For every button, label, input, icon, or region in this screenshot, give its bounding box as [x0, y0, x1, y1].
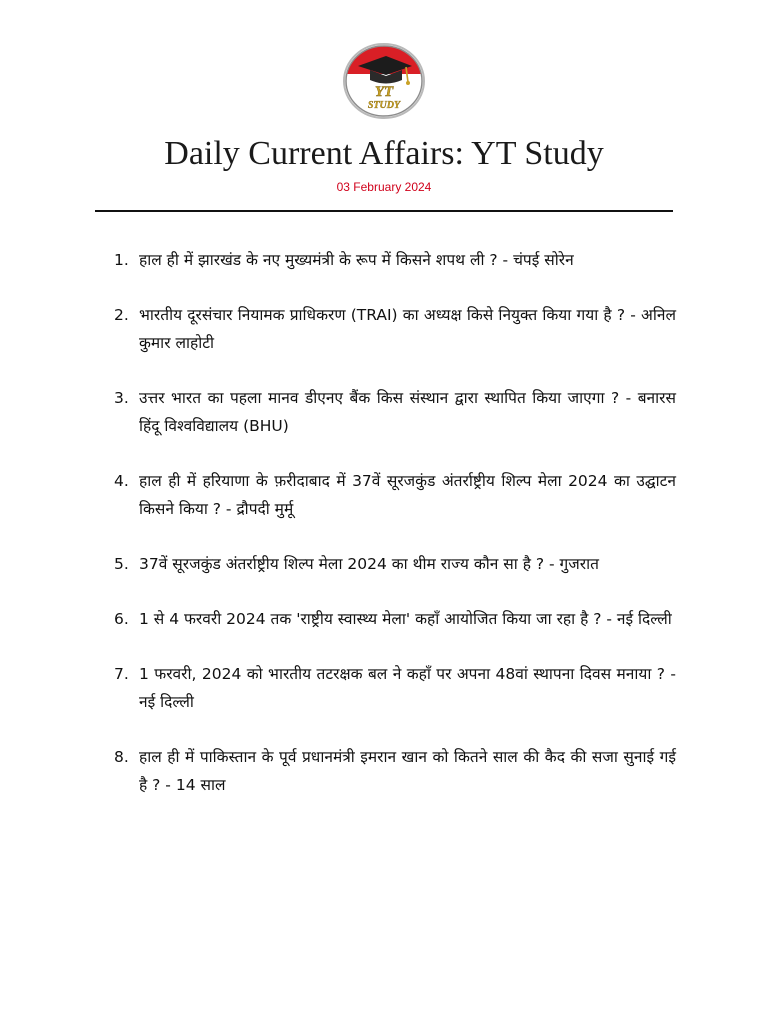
- question-item: [114, 384, 676, 440]
- question-item: [114, 743, 676, 799]
- graduation-cap-logo-icon: [342, 42, 426, 120]
- logo-text-yt: YT: [374, 84, 394, 100]
- question-text: उत्तर भारत का पहला मानव डीएनए बैंक किस संस्थान द्वारा स्थापित किया जाएगा ? - बनारस हिंदू विश्वविद्यालय (BHU): [139, 389, 676, 435]
- question-item: [114, 550, 676, 578]
- question-item: [114, 467, 676, 523]
- question-item: [114, 605, 676, 633]
- logo-text-study: STUDY: [367, 100, 401, 111]
- question-text: भारतीय दूरसंचार नियामक प्राधिकरण (TRAI) का अध्यक्ष किसे नियुक्त किया गया है ? - अनिल कुमार लाहोटी: [139, 306, 676, 352]
- question-number: 6.: [114, 610, 129, 628]
- page-title: Daily Current Affairs: YT Study: [164, 135, 604, 172]
- question-item: [114, 246, 676, 274]
- question-text: हाल ही में हरियाणा के फ़रीदाबाद में 37वें सूरजकुंड अंतर्राष्ट्रीय शिल्प मेला 2024 का उद्घाटन किसने किया ? - द्रौपदी मुर्मू: [139, 472, 676, 518]
- question-number: 3.: [114, 389, 129, 407]
- question-item: [114, 301, 676, 357]
- question-list: [114, 246, 676, 826]
- question-text: 1 से 4 फरवरी 2024 तक 'राष्ट्रीय स्वास्थ्य मेला' कहाँ आयोजित किया जा रहा है ? - नई दिल्ली: [139, 610, 672, 628]
- question-text: हाल ही में झारखंड के नए मुख्यमंत्री के रूप में किसने शपथ ली ? - चंपई सोरेन: [139, 251, 574, 269]
- yt-study-logo: [342, 42, 426, 120]
- question-number: 8.: [114, 748, 129, 766]
- title-divider: [95, 210, 673, 212]
- page-date: 03 February 2024: [336, 180, 432, 194]
- question-number: 4.: [114, 472, 129, 490]
- question-number: 7.: [114, 665, 129, 683]
- question-item: [114, 660, 676, 716]
- question-text: हाल ही में पाकिस्तान के पूर्व प्रधानमंत्री इमरान खान को कितने साल की कैद की सजा सुनाई गई है ? - 14 साल: [139, 748, 676, 794]
- question-number: 2.: [114, 306, 129, 324]
- question-text: 37वें सूरजकुंड अंतर्राष्ट्रीय शिल्प मेला 2024 का थीम राज्य कौन सा है ? - गुजरात: [139, 555, 599, 573]
- question-number: 5.: [114, 555, 129, 573]
- question-number: 1.: [114, 251, 129, 269]
- question-text: 1 फरवरी, 2024 को भारतीय तटरक्षक बल ने कहाँ पर अपना 48वां स्थापना दिवस मनाया ? - नई दिल्ली: [139, 665, 676, 711]
